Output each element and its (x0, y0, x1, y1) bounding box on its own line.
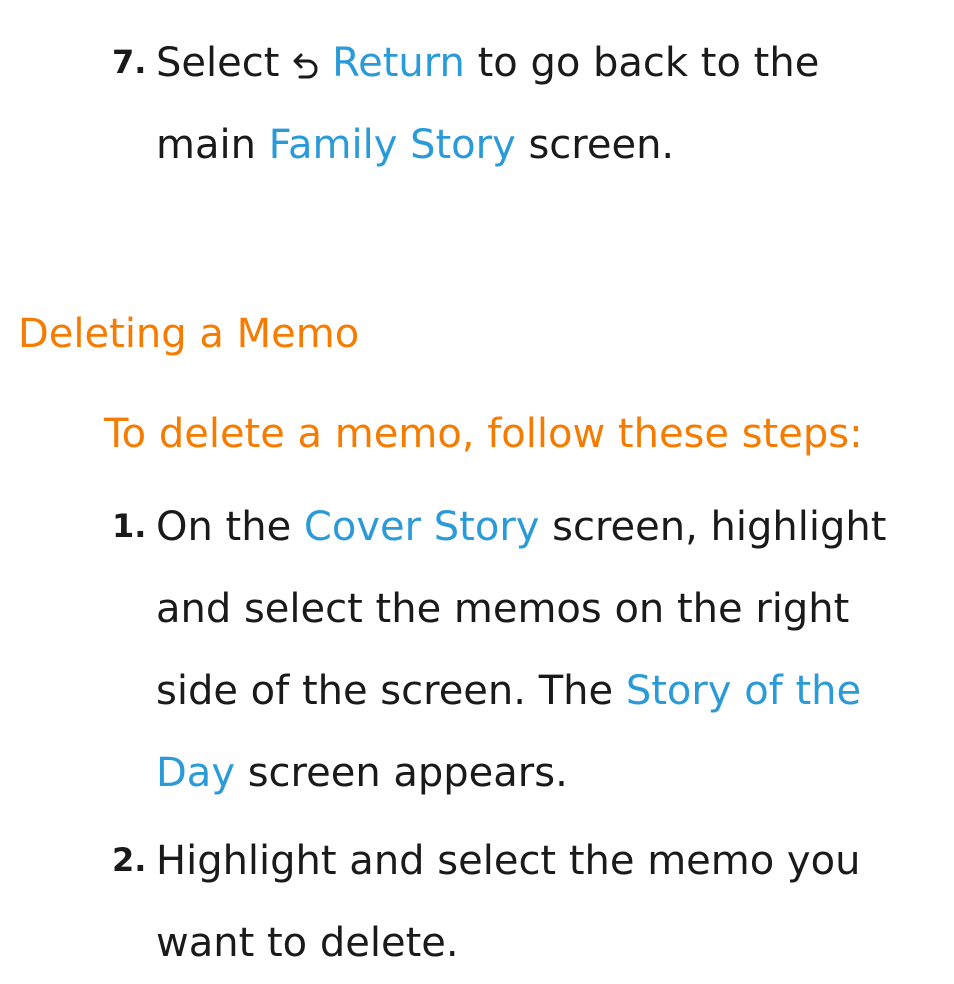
step-text (156, 22, 924, 186)
return-arrow-icon (292, 51, 320, 79)
step-text-part: to go back to the main (156, 40, 820, 168)
step-text-part: On the (156, 504, 304, 550)
return-label: Return (332, 40, 465, 86)
step-text-part: screen. (515, 122, 675, 168)
step-text (156, 486, 924, 814)
cover-story-label: Cover Story (303, 504, 540, 550)
step-text: Highlight and select the memo you want to delete. (156, 838, 861, 966)
family-story-label: Family Story (268, 122, 516, 168)
story-of-the-day-label: Story of the Day (156, 668, 862, 796)
step-text-part: screen appears. (234, 750, 568, 796)
step-text-part: screen, highlight and select the memos on the right side of the screen. The (156, 504, 887, 714)
step-number: 1. (112, 507, 147, 545)
step-text-part: Select (156, 40, 293, 86)
section-intro: To delete a memo, follow these steps: (104, 411, 863, 457)
step-number: 2. (112, 841, 147, 879)
step-number: 7. (112, 43, 147, 81)
section-heading: Deleting a Memo (18, 311, 360, 357)
